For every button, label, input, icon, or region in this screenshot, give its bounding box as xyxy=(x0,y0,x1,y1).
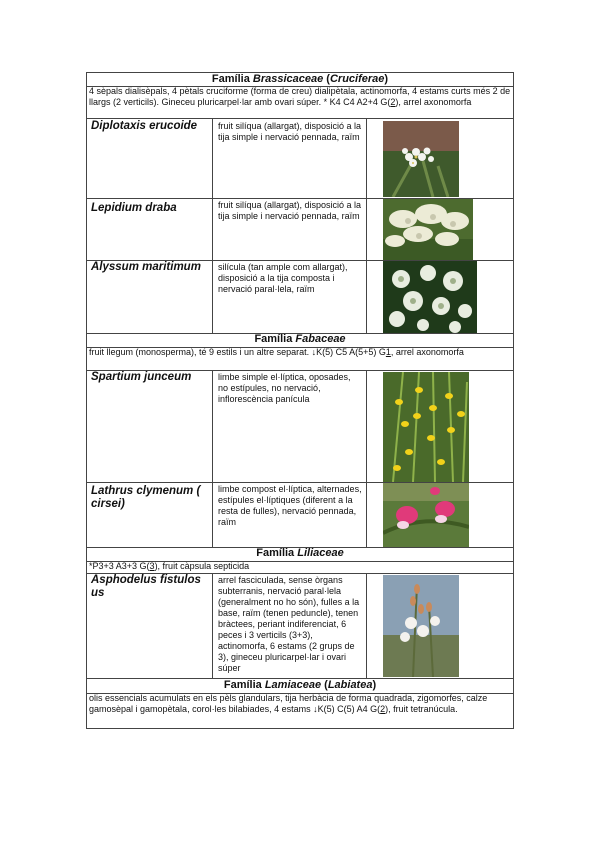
family-description-fabaceae: fruit llegum (monosperma), té 9 estils i un altre separat. ↓K(5) C5 A(5+5) G1, arrel axonomorfa xyxy=(86,347,514,371)
plant-description: limbe compost el·líptica, alternades, estípules el·líptiques (diferent a la resta de fulles), nervació pennada, raïm xyxy=(214,482,367,547)
plant-row-lepidium xyxy=(86,198,514,261)
plant-photo-lepidium xyxy=(383,199,473,260)
plant-name: Asphodelus fistulos us xyxy=(87,573,213,678)
family-heading-lamiaceae: Família Lamiaceae (Labiatea) xyxy=(86,679,514,694)
family-heading-liliaceae: Família Liliaceae xyxy=(86,547,514,562)
family-description-lamiaceae: olis essencials acumulats en els pèls glandulars, tija herbàcia de forma quadrada, zigomorfes, calze gamosèpal i gamopètala, corol·les bilabiades, 4 estams ↓K(5) C(5) A4 G(2), fruit tetranúcula. xyxy=(86,693,514,729)
plant-photo-diplotaxis xyxy=(383,121,459,197)
plant-name: Diplotaxis erucoide xyxy=(87,119,213,198)
plant-description: fruit silíqua (allargat), disposició a la tija simple i nervació pennada, raïm xyxy=(214,119,367,198)
plant-name: Spartium junceum xyxy=(87,370,213,482)
plant-name: Lathrus clymenum ( cirsei) xyxy=(87,482,213,547)
plant-row-alyssum xyxy=(86,260,514,334)
plant-photo-lathrus xyxy=(383,483,469,547)
plant-name: Alyssum maritimum xyxy=(87,260,213,333)
family-heading-fabaceae: Família Fabaceae xyxy=(86,333,514,348)
family-heading-brassicaceae: Família Brassicaceae (Cruciferae) xyxy=(86,72,514,87)
family-description-liliaceae: *P3+3 A3+3 G(3), fruit càpsula septicida xyxy=(86,561,514,574)
plant-description: fruit silíqua (allargat), disposició a la tija simple i nervació pennada, raïm xyxy=(214,198,367,260)
plant-description: limbe simple el·líptica, oposades, no estípules, no nervació, inflorescència panícula xyxy=(214,370,367,482)
plant-photo-alyssum xyxy=(383,261,477,333)
plant-row-spartium xyxy=(86,370,514,483)
plant-name: Lepidium draba xyxy=(87,198,213,260)
plant-description: silícula (tan ample com allargat), disposició a la tija composta i nervació paral·lela, raïm xyxy=(214,260,367,333)
plant-row-lathrus xyxy=(86,482,514,548)
family-description-brassicaceae: 4 sèpals dialisèpals, 4 pètals cruciforme (forma de creu) dialipètala, actinomorfa, 4 estams curts més 2 de llargs (2 verticils). Gineceu pluricarpel·lar amb ovari súper. * K4 C4 A2+4 G(2), arrel axonomorfa xyxy=(86,86,514,119)
plant-photo-asphodelus xyxy=(383,575,459,677)
plant-row-asphodelus xyxy=(86,573,514,679)
plant-photo-spartium xyxy=(383,372,469,482)
plant-description: arrel fasciculada, sense òrgans subterranis, nervació paral·lela (generalment no ho són), fulles a la base, raïm (tenen peduncle), tenen bràctees, periant indiferenciat, 6 peces i 3 verticils (3+3), actinomorfa, 6 estams (2 grups de 3), gineceu pluricarpel·lar i ovari súper xyxy=(214,573,367,678)
plant-row-diplotaxis xyxy=(86,119,514,199)
